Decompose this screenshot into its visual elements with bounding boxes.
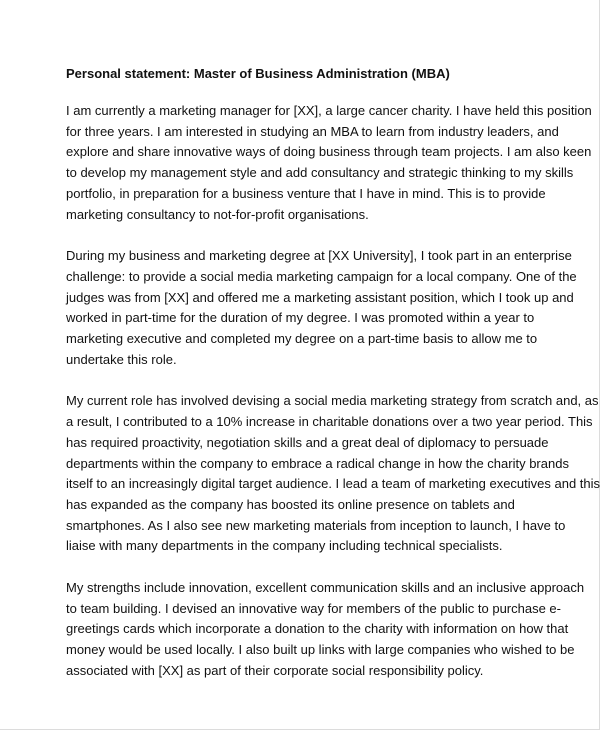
text-line: undertake this role. [66,351,177,367]
text-line: associated with [XX] as part of their corporate social responsibility policy. [66,662,484,678]
text-line: for three years. I am interested in studying an MBA to learn from industry leaders, and [66,123,559,139]
text-line: itself to an increasingly digital target audience. I lead a team of marketing executives and this [66,476,600,492]
text-line: departments within the company to embrace a radical change in how the charity brands [66,455,569,471]
text-line: to develop my management style and add consultancy and strategic thinking to my skills [66,165,574,181]
paragraph-strengths [66,578,585,682]
text-line: has required proactivity, negotiation skills and a great deal of diplomacy to persuade [66,434,549,450]
paragraph-current-role [66,391,600,557]
text-line: smartphones. As I also see new marketing materials from inception to launch, I have to [66,517,566,533]
text-line: has expanded as the company has boosted its online presence on tablets and [66,496,515,512]
text-line: money would be used locally. I also built up links with large companies who wished to be [66,642,575,658]
text-line: explore and share innovative ways of doing business through team projects. I am also keen [66,144,592,160]
paragraph-degree [66,246,577,370]
text-line: My strengths include innovation, excellent communication skills and an inclusive approach [66,580,585,596]
text-line: My current role has involved devising a social media marketing strategy from scratch and, as [66,393,599,409]
text-line: marketing consultancy to not-for-profit organisations. [66,206,369,222]
document-content [66,64,600,703]
text-line: to team building. I devised an innovative way for members of the public to purchase e- [66,600,561,616]
paragraph-current-role-intro [66,101,592,225]
text-line: portfolio, in preparation for a business venture that I have in mind. This is to provide [66,185,546,201]
text-line: judges was from [XX] and offered me a marketing assistant position, which I took up and [66,289,574,305]
text-line: worked in part-time for the duration of my degree. I was promoted within a year to [66,310,535,326]
text-line: challenge: to provide a social media marketing campaign for a local company. One of the [66,268,577,284]
text-line: a result, I contributed to a 10% increase in charitable donations over a two year period. This [66,414,593,430]
text-line: I am currently a marketing manager for [XX], a large cancer charity. I have held this position [66,103,592,118]
text-line: During my business and marketing degree at [XX University], I took part in an enterprise [66,248,572,264]
text-line: greetings cards which incorporate a donation to the charity with information on how that [66,621,569,637]
text-line: liaise with many departments in the company including technical specialists. [66,538,503,554]
text-line: marketing executive and completed my degree on a part-time basis to allow me to [66,331,538,347]
document-title: Personal statement: Master of Business Administration (MBA) [66,66,450,81]
